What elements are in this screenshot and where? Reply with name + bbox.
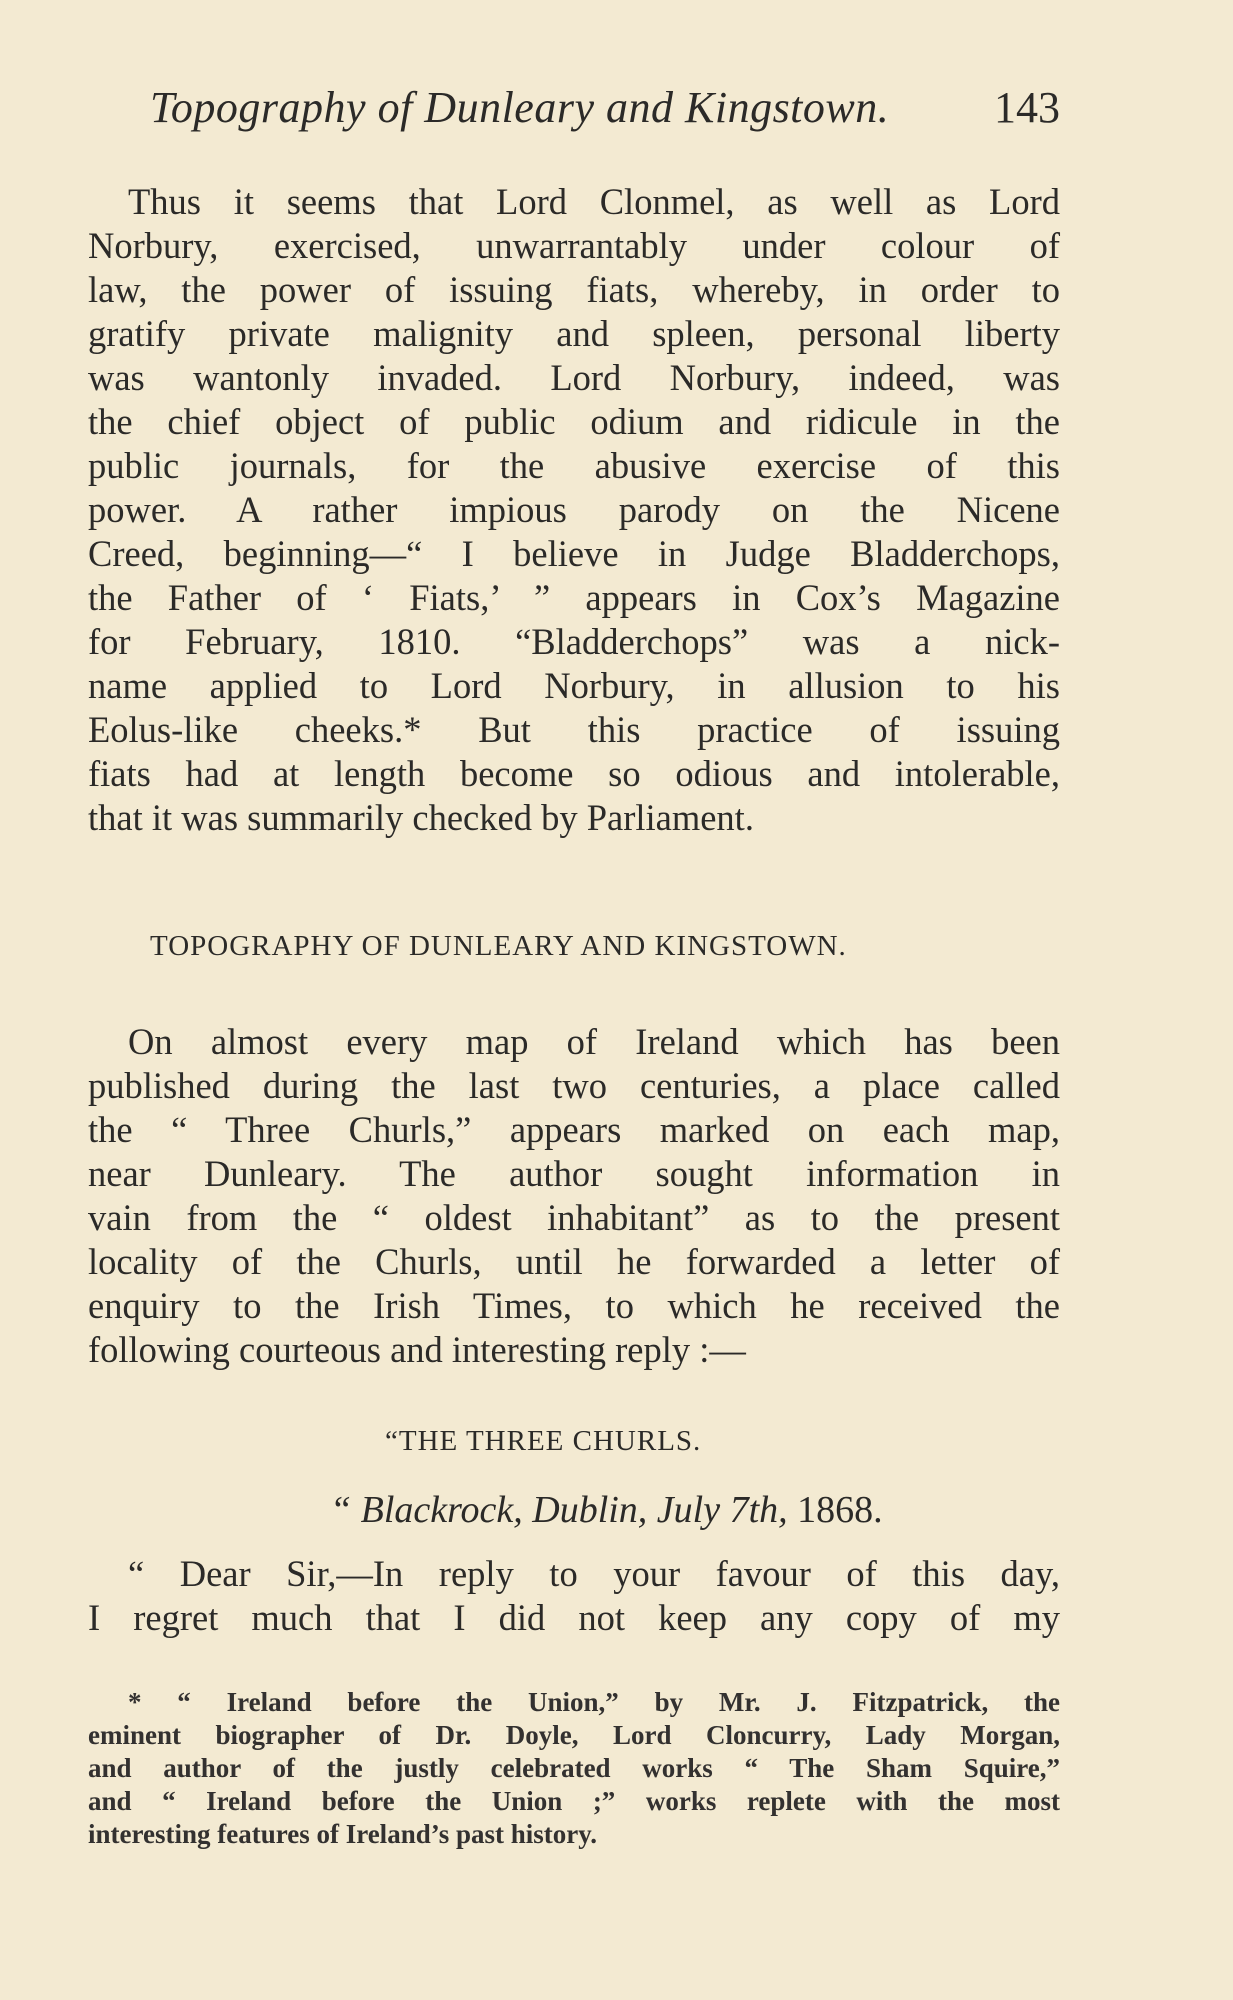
text-line: law, the power of issuing fiats, whereby, in order to	[88, 269, 1060, 310]
footnote-line: * “ Ireland before the Union,” by Mr. J. Fitzpatrick, the	[128, 1687, 1060, 1717]
text-line: vain from the “ oldest inhabitant” as to the present	[88, 1197, 1060, 1238]
text-line: following courteous and interesting reply :—	[88, 1329, 746, 1370]
dateline-place: “ Blackrock, Dublin, July 7th,	[330, 1489, 788, 1531]
text-line: enquiry to the Irish Times, to which he received the	[88, 1285, 1060, 1326]
text-line: Eolus-like cheeks.* But this practice of issuing	[88, 709, 1060, 750]
text-line: the chief object of public odium and ridicule in the	[88, 401, 1060, 442]
footnote-line: and “ Ireland before the Union ;” works replete with the most	[88, 1786, 1060, 1816]
footnote-line: and author of the justly celebrated works “ The Sham Squire,”	[88, 1753, 1060, 1783]
text-line: near Dunleary. The author sought information in	[88, 1153, 1060, 1194]
text-line: the Father of ‘ Fiats,’ ” appears in Cox’s Magazine	[88, 577, 1060, 618]
text-line: fiats had at length become so odious and intolerable,	[88, 753, 1060, 794]
text-line: Thus it seems that Lord Clonmel, as well as Lord	[128, 181, 1060, 222]
footnote	[88, 1686, 1060, 1851]
text-line: was wantonly invaded. Lord Norbury, indeed, was	[88, 357, 1060, 398]
text-line: the “ Three Churls,” appears marked on each map,	[88, 1109, 1060, 1150]
page-number: 143	[994, 83, 1060, 132]
running-title: Topography of Dunleary and Kingstown.	[150, 83, 890, 132]
text-line: that it was summarily checked by Parliament.	[88, 797, 754, 838]
paragraph-three-churls	[88, 1020, 1060, 1372]
text-line: power. A rather impious parody on the Nicene	[88, 489, 1060, 530]
text-line: locality of the Churls, until he forwarded a letter of	[88, 1241, 1060, 1282]
letter-dateline	[330, 1488, 883, 1532]
text-line: Norbury, exercised, unwarrantably under colour of	[88, 225, 1060, 266]
letter-heading: “THE THREE CHURLS.	[385, 1425, 702, 1457]
paragraph-clonmel-norbury	[88, 180, 1060, 840]
text-line: gratify private malignity and spleen, personal liberty	[88, 313, 1060, 354]
text-line: for February, 1810. “Bladderchops” was a nick-	[88, 621, 1060, 662]
dateline-year: 1868.	[797, 1489, 883, 1531]
footnote-line: eminent biographer of Dr. Doyle, Lord Cloncurry, Lady Morgan,	[88, 1720, 1060, 1750]
text-line: Creed, beginning—“ I believe in Judge Bladderchops,	[88, 533, 1060, 574]
running-head	[150, 82, 1060, 142]
footnote-line: interesting features of Ireland’s past history.	[88, 1819, 597, 1849]
letter-opening-paragraph	[88, 1552, 1060, 1640]
text-line: published during the last two centuries, a place called	[88, 1065, 1060, 1106]
text-line: name applied to Lord Norbury, in allusion to his	[88, 665, 1060, 706]
text-line: On almost every map of Ireland which has been	[128, 1021, 1060, 1062]
text-line: “ Dear Sir,—In reply to your favour of this day,	[128, 1553, 1060, 1594]
section-heading: TOPOGRAPHY OF DUNLEARY AND KINGSTOWN.	[150, 930, 847, 962]
text-line: public journals, for the abusive exercise of this	[88, 445, 1060, 486]
text-line: I regret much that I did not keep any copy of my	[88, 1597, 1060, 1638]
